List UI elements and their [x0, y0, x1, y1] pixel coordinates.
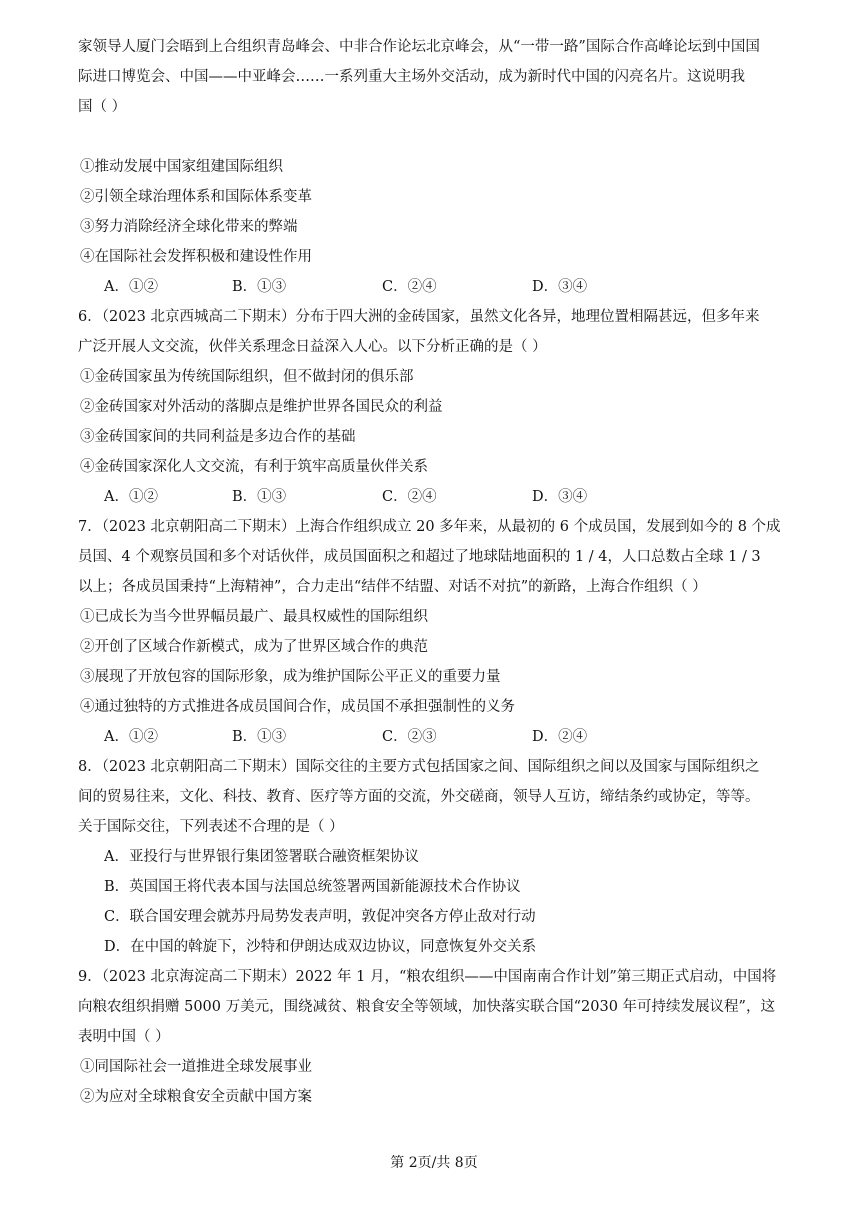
option-d: D．③④ — [532, 489, 588, 505]
question-6-text: 广泛开展人文交流，伙伴关系理念日益深入人心。以下分析正确的是（ ） — [78, 339, 547, 355]
option-a: A．①② — [104, 279, 158, 295]
statement-item: ③努力消除经济全球化带来的弊端 — [80, 219, 298, 235]
question-text: 国（ ） — [78, 99, 127, 115]
question-6-text: 6．（2023 北京西城高二下期末）分布于四大洲的金砖国家，虽然文化各异，地理位置相隔甚远，但多年来 — [78, 309, 760, 325]
statement-item: ④金砖国家深化人文交流，有利于筑牢高质量伙伴关系 — [80, 459, 428, 475]
statement-item: ②金砖国家对外活动的落脚点是维护世界各国民众的利益 — [80, 399, 443, 415]
statement-item: ②引领全球治理体系和国际体系变革 — [80, 189, 312, 205]
option-d: D．②④ — [532, 729, 588, 745]
question-8-text: 8．（2023 北京朝阳高二下期末）国际交往的主要方式包括国家之间、国际组织之间以及国家与国际组织之 — [78, 759, 760, 775]
answer-options — [104, 487, 804, 507]
question-8-text: 间的贸易往来，文化、科技、教育、医疗等方面的交流，外交磋商，领导人互访，缔结条约或协定，等等。 — [78, 789, 760, 805]
statement-item: ③金砖国家间的共同利益是多边合作的基础 — [80, 429, 356, 445]
question-7-text: 以上；各成员国秉持“上海精神”，合力走出“结伴不结盟、对话不对抗”的新路，上海合作组织（ ） — [78, 579, 707, 595]
question-text: 家领导人厦门会晤到上合组织青岛峰会、中非合作论坛北京峰会，从“一带一路”国际合作高峰论坛到中国国 — [78, 39, 760, 55]
statement-item: ①同国际社会一道推进全球发展事业 — [80, 1059, 312, 1075]
choice-a: A．亚投行与世界银行集团签署联合融资框架协议 — [104, 849, 419, 865]
option-c: C．②④ — [382, 279, 437, 295]
statement-item: ③展现了开放包容的国际形象，成为维护国际公平正义的重要力量 — [80, 669, 501, 685]
option-b: B．①③ — [232, 729, 287, 745]
question-text: 际进口博览会、中国——中亚峰会……一系列重大主场外交活动，成为新时代中国的闪亮名片。这说明我 — [78, 69, 745, 85]
option-d: D．③④ — [532, 279, 588, 295]
option-c: C．②③ — [382, 729, 437, 745]
statement-item: ①金砖国家虽为传统国际组织，但不做封闭的俱乐部 — [80, 369, 414, 385]
option-a: A．①② — [104, 489, 158, 505]
answer-options — [104, 727, 804, 747]
question-9-text: 向粮农组织捐赠 5000 万美元，围绕减贫、粮食安全等领域，加快落实联合国“2030 年可持续发展议程”，这 — [78, 999, 775, 1015]
choice-d: D．在中国的斡旋下，沙特和伊朗达成双边协议，同意恢复外交关系 — [104, 939, 537, 955]
option-b: B．①③ — [232, 489, 287, 505]
option-a: A．①② — [104, 729, 158, 745]
option-c: C．②④ — [382, 489, 437, 505]
statement-item: ②为应对全球粮食安全贡献中国方案 — [80, 1089, 312, 1105]
statement-item: ①推动发展中国家组建国际组织 — [80, 159, 283, 175]
question-7-text: 员国、4 个观察员国和多个对话伙伴，成员国面积之和超过了地球陆地面积的 1 / 4，人口总数占全球 1 / 3 — [78, 549, 761, 565]
choice-c: C．联合国安理会就苏丹局势发表声明，敦促冲突各方停止敌对行动 — [104, 909, 536, 925]
page-footer: 第 2页/共 8页 — [390, 1155, 478, 1171]
option-b: B．①③ — [232, 279, 287, 295]
question-9-text: 9．（2023 北京海淀高二下期末）2022 年 1 月，“粮农组织——中国南南合作计划”第三期正式启动，中国将 — [78, 969, 777, 985]
choice-b: B．英国国王将代表本国与法国总统签署两国新能源技术合作协议 — [104, 879, 521, 895]
statement-item: ④在国际社会发挥积极和建设性作用 — [80, 249, 312, 265]
question-7-text: 7．（2023 北京朝阳高二下期末）上海合作组织成立 20 多年来，从最初的 6 个成员国，发展到如今的 8 个成 — [78, 519, 781, 535]
question-8-text: 关于国际交往，下列表述不合理的是（ ） — [78, 819, 344, 835]
statement-item: ④通过独特的方式推进各成员国间合作，成员国不承担强制性的义务 — [80, 699, 515, 715]
answer-options — [104, 277, 804, 297]
question-9-text: 表明中国（ ） — [78, 1029, 170, 1045]
statement-item: ①已成长为当今世界幅员最广、最具权威性的国际组织 — [80, 609, 428, 625]
statement-item: ②开创了区域合作新模式，成为了世界区域合作的典范 — [80, 639, 428, 655]
